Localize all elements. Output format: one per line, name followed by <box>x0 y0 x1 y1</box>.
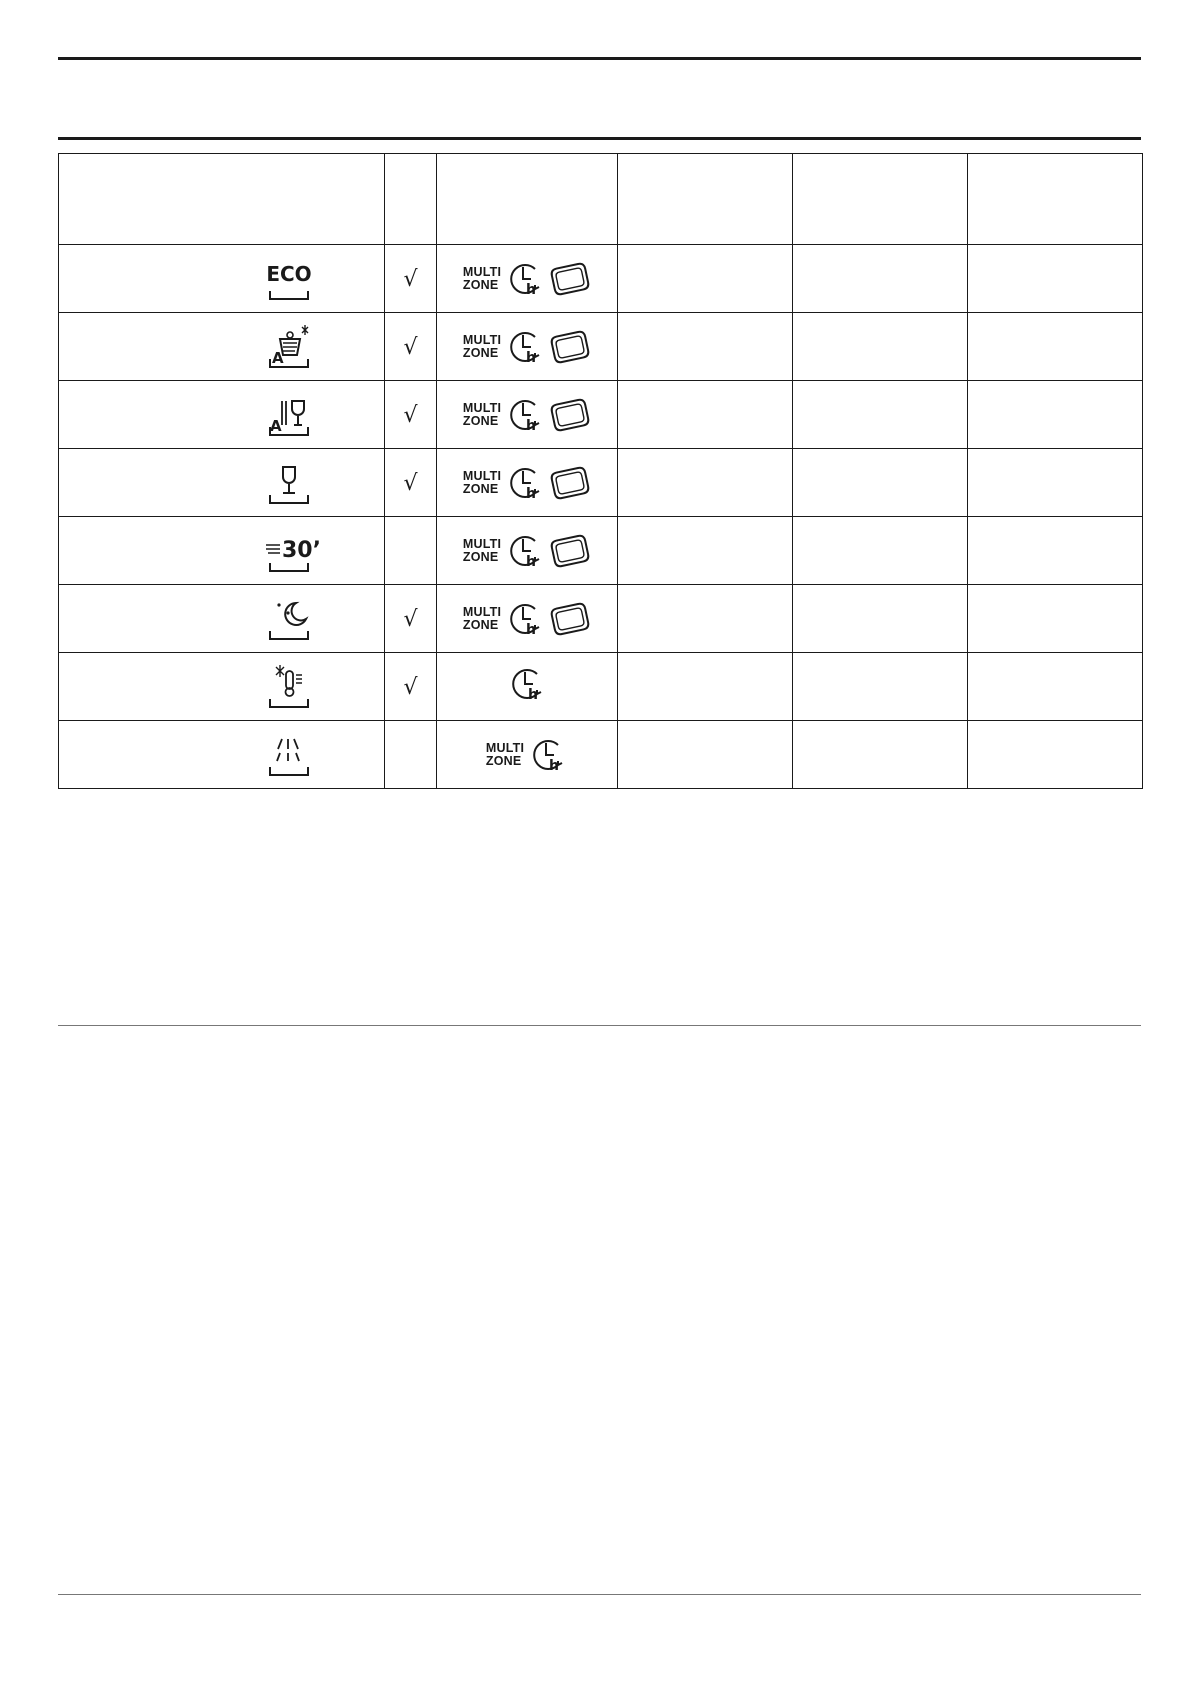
multizone-badge: MULTI ZONE <box>462 400 502 428</box>
options-cell <box>437 449 618 517</box>
program-options-table <box>58 153 1143 789</box>
empty-cell <box>618 245 793 313</box>
header-rule <box>58 137 1141 140</box>
empty-cell <box>793 381 968 449</box>
options-group <box>463 397 591 433</box>
options-group <box>463 329 591 365</box>
glass-program-icon <box>266 461 312 505</box>
check-cell <box>385 721 437 789</box>
empty-cell <box>968 245 1143 313</box>
header-cell-program <box>59 154 385 245</box>
tablet-icon <box>549 602 591 636</box>
options-group <box>463 261 591 297</box>
svg-text:h: h <box>526 621 537 638</box>
options-group <box>507 666 547 702</box>
empty-cell <box>793 245 968 313</box>
program-cell <box>59 585 385 653</box>
check-cell <box>385 381 437 449</box>
check-mark: √ <box>403 334 418 360</box>
check-mark: √ <box>403 674 418 700</box>
check-mark: √ <box>403 266 418 292</box>
options-group <box>486 737 568 773</box>
svg-text:h: h <box>526 553 537 570</box>
eco-program-icon <box>266 257 312 301</box>
tablet-icon <box>549 534 591 568</box>
check-cell <box>385 245 437 313</box>
svg-text:h: h <box>549 757 560 774</box>
empty-cell <box>618 381 793 449</box>
empty-cell <box>793 313 968 381</box>
delay-start-clock-icon <box>507 666 547 702</box>
header-cell-5 <box>968 154 1143 245</box>
empty-cell <box>968 313 1143 381</box>
auto-intensive-program-icon <box>266 325 312 369</box>
empty-cell <box>968 653 1143 721</box>
delay-start-clock-icon <box>528 737 568 773</box>
delay-start-clock-icon <box>505 329 545 365</box>
program-cell <box>59 313 385 381</box>
check-cell <box>385 585 437 653</box>
table-row <box>59 585 1143 653</box>
table-row <box>59 517 1143 585</box>
multizone-badge: MULTI ZONE <box>462 332 502 360</box>
program-cell <box>59 245 385 313</box>
delay-start-clock-icon <box>505 601 545 637</box>
night-program-icon <box>266 597 312 641</box>
header-cell-3 <box>618 154 793 245</box>
multizone-badge: MULTI ZONE <box>462 468 502 496</box>
options-group <box>463 533 591 569</box>
svg-text:A: A <box>270 417 282 435</box>
prewash-program-icon <box>266 733 312 777</box>
svg-text:A: A <box>272 349 284 367</box>
svg-text:h: h <box>526 417 537 434</box>
empty-cell <box>793 585 968 653</box>
svg-text:h: h <box>526 349 537 366</box>
check-mark: √ <box>403 402 418 428</box>
empty-cell <box>618 449 793 517</box>
empty-cell <box>968 517 1143 585</box>
svg-text:30’: 30’ <box>282 538 321 563</box>
header-cell-options <box>437 154 618 245</box>
svg-text:h: h <box>526 281 537 298</box>
empty-cell <box>968 585 1143 653</box>
table-row <box>59 653 1143 721</box>
multizone-badge: MULTI ZONE <box>485 740 525 768</box>
middle-rule <box>58 1025 1141 1026</box>
options-cell <box>437 245 618 313</box>
options-cell <box>437 721 618 789</box>
program-cell <box>59 721 385 789</box>
empty-cell <box>793 721 968 789</box>
options-cell <box>437 313 618 381</box>
empty-cell <box>618 313 793 381</box>
eco-label: ECO <box>266 262 312 286</box>
empty-cell <box>793 517 968 585</box>
options-group <box>463 465 591 501</box>
options-cell <box>437 585 618 653</box>
multizone-badge: MULTI ZONE <box>462 264 502 292</box>
multizone-badge: MULTI ZONE <box>462 536 502 564</box>
options-cell <box>437 381 618 449</box>
svg-text:h: h <box>526 485 537 502</box>
program-cell <box>59 449 385 517</box>
options-group <box>463 601 591 637</box>
empty-cell <box>968 449 1143 517</box>
delay-start-clock-icon <box>505 465 545 501</box>
table-row <box>59 721 1143 789</box>
quick-30-program-icon <box>266 529 321 573</box>
tablet-icon <box>549 398 591 432</box>
check-cell <box>385 653 437 721</box>
check-cell <box>385 517 437 585</box>
empty-cell <box>618 517 793 585</box>
bottom-rule <box>58 1594 1141 1595</box>
options-cell <box>437 653 618 721</box>
program-cell <box>59 517 385 585</box>
check-mark: √ <box>403 470 418 496</box>
svg-text:h: h <box>528 687 538 703</box>
table-row <box>59 245 1143 313</box>
delay-start-clock-icon <box>505 533 545 569</box>
auto-normal-program-icon <box>266 393 312 437</box>
check-cell <box>385 313 437 381</box>
empty-cell <box>618 585 793 653</box>
table-header-row <box>59 154 1143 245</box>
header-cell-4 <box>793 154 968 245</box>
options-cell <box>437 517 618 585</box>
check-mark: √ <box>403 606 418 632</box>
tablet-icon <box>549 262 591 296</box>
empty-cell <box>968 721 1143 789</box>
table-row <box>59 313 1143 381</box>
empty-cell <box>793 653 968 721</box>
empty-cell <box>618 721 793 789</box>
delay-start-clock-icon <box>505 261 545 297</box>
table-row <box>59 449 1143 517</box>
check-cell <box>385 449 437 517</box>
header-cell-check <box>385 154 437 245</box>
empty-cell <box>793 449 968 517</box>
tablet-icon <box>549 330 591 364</box>
empty-cell <box>618 653 793 721</box>
top-rule <box>58 57 1141 60</box>
program-cell <box>59 381 385 449</box>
hygiene-program-icon <box>266 665 312 709</box>
empty-cell <box>968 381 1143 449</box>
program-cell <box>59 653 385 721</box>
table-row <box>59 381 1143 449</box>
delay-start-clock-icon <box>505 397 545 433</box>
tablet-icon <box>549 466 591 500</box>
multizone-badge: MULTI ZONE <box>462 604 502 632</box>
